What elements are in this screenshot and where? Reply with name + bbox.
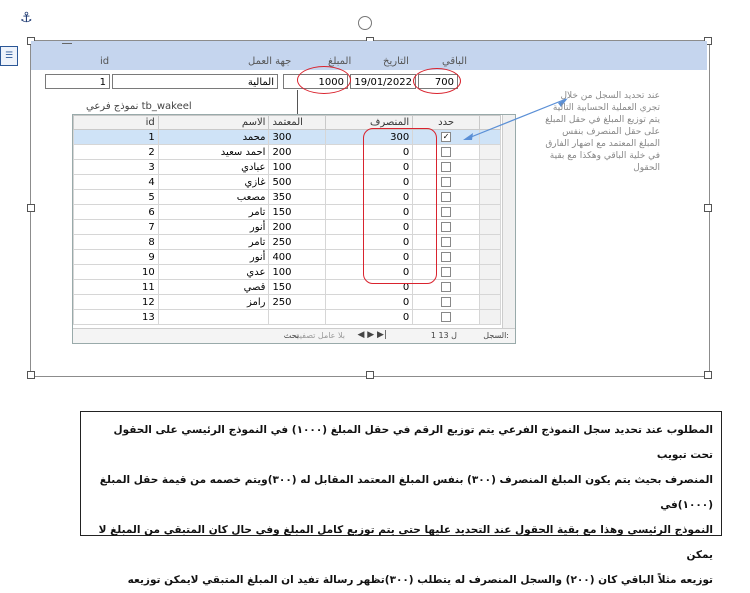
cell-approved[interactable]: 100 [269,265,326,280]
record-selector[interactable] [480,250,501,265]
cell-name[interactable]: احمد سعيد [158,145,269,160]
cell-id[interactable]: 9 [74,250,159,265]
cell-select[interactable] [413,295,480,310]
cell-approved[interactable]: 200 [269,220,326,235]
cell-id[interactable]: 3 [74,160,159,175]
requirement-box [80,411,722,586]
highlight-amount [297,66,351,94]
record-selector[interactable] [480,235,501,250]
record-selector[interactable] [480,160,501,175]
date-label: التاريخ [383,56,409,67]
highlight-remaining [413,68,461,94]
subform-datasheet[interactable] [72,114,516,344]
subform-caption: نموذج فرعي tb_wakeel [86,101,192,112]
requirement-line: توزيعه مثلاً الباقي كان (٢٠٠) والسجل المنصرف له يتطلب (٣٠٠)تظهر رسالة تفيد ان المبلغ المتبقي لايمكن توزيعه [127,574,713,586]
record-selector[interactable] [480,175,501,190]
record-selector[interactable] [480,145,501,160]
resize-handle[interactable] [27,371,35,379]
record-selector[interactable] [480,280,501,295]
record-position[interactable]: 1 ل 13 [430,331,457,340]
vertical-scrollbar[interactable] [502,115,515,328]
cell-name[interactable]: رامز [158,295,269,310]
record-selector[interactable] [480,190,501,205]
requirement-line: المنصرف بحيث يتم يكون المبلغ المنصرف (٣٠٠) بنفس المبلغ المعتمد المقابل له (٣٠٠)ويتم خصمه من قيمة حقل المبلغ (١٠٠٠)في [99,474,713,511]
cell-id[interactable]: 7 [74,220,159,235]
cell-approved[interactable]: 350 [269,190,326,205]
select-checkbox[interactable] [441,192,451,202]
cell-name[interactable]: أنور [158,220,269,235]
select-checkbox[interactable] [441,297,451,307]
cell-name[interactable]: تامر [158,235,269,250]
cell-spent[interactable]: 0 [326,310,413,325]
cell-name[interactable] [158,310,269,325]
nav-arrows-icon[interactable]: ◀ ▶ ▶| [357,330,387,340]
form-header [31,41,707,70]
column-header-id[interactable]: id [74,116,159,130]
cell-id[interactable]: 11 [74,280,159,295]
record-selector[interactable] [480,295,501,310]
cell-select[interactable] [413,310,480,325]
cell-id[interactable]: 6 [74,205,159,220]
cell-approved[interactable]: 200 [269,145,326,160]
callout-note: عند تحديد السجل من خلال تجري العملية الحسابية التالية يتم توزيع المبلغ في حقل المبلغ على حقل المنصرف بنفس المبلغ المعتمد مع اضهار الفارق في خلية الباقي وهكذا مع بقية الحقول [545,91,660,173]
record-selector[interactable] [480,220,501,235]
requirement-line: المطلوب عند تحديد سجل النموذج الفرعي يتم توزيع الرقم في حقل المبلغ (١٠٠٠) في النموذج الرئيسي على الحقول تحت تبويب [113,424,713,461]
id-field[interactable]: 1 [45,74,110,89]
select-checkbox[interactable] [441,207,451,217]
entity-label: جهة العمل [248,56,292,67]
cell-id[interactable]: 5 [74,190,159,205]
remaining-label: الباقي [442,56,468,67]
resize-handle[interactable] [704,371,712,379]
cell-name[interactable]: تامر [158,205,269,220]
layout-options-icon[interactable]: ☰ [0,46,18,66]
cell-name[interactable]: عدي [158,265,269,280]
select-checkbox[interactable] [441,177,451,187]
column-header-select[interactable]: حدد [413,116,480,130]
form-minimize-mark [62,43,72,44]
cell-spent[interactable]: 0 [326,205,413,220]
entity-field[interactable]: المالية [112,74,278,89]
select-checkbox[interactable] [441,147,451,157]
date-field[interactable]: 19/01/2022 [350,74,416,89]
cell-id[interactable]: 8 [74,235,159,250]
resize-handle[interactable] [27,204,35,212]
cell-id[interactable]: 2 [74,145,159,160]
cell-name[interactable]: عبادي [158,160,269,175]
cell-id[interactable]: 10 [74,265,159,280]
select-checkbox[interactable] [441,267,451,277]
cell-spent[interactable]: 0 [326,160,413,175]
remaining-field[interactable]: 700 [418,74,458,89]
amount-field[interactable]: 1000 [283,74,348,89]
select-checkbox[interactable] [441,222,451,232]
cell-approved[interactable] [269,310,326,325]
cell-name[interactable]: مصعب [158,190,269,205]
cell-approved[interactable]: 300 [269,130,326,145]
cell-spent[interactable]: 0 [326,145,413,160]
column-header-name[interactable]: الاسم [158,116,269,130]
cell-spent[interactable]: 0 [326,280,413,295]
cell-id[interactable]: 12 [74,295,159,310]
cell-spent[interactable]: 0 [326,190,413,205]
column-header-approved[interactable]: المعتمد [269,116,326,130]
record-navigation-bar [73,328,515,343]
resize-handle[interactable] [704,204,712,212]
record-selector[interactable] [480,310,501,325]
cell-name[interactable]: محمد [158,130,269,145]
record-selector[interactable] [480,205,501,220]
cell-spent[interactable]: 0 [326,265,413,280]
cell-spent[interactable]: 0 [326,250,413,265]
cell-approved[interactable]: 250 [269,235,326,250]
record-selector[interactable] [480,265,501,280]
cell-approved[interactable]: 150 [269,205,326,220]
cell-approved[interactable]: 150 [269,280,326,295]
filter-status[interactable]: بلا عامل تصفية [295,331,345,340]
cell-spent[interactable]: 300 [326,130,413,145]
search-box[interactable]: بحث [283,331,299,340]
id-label: id [100,56,110,67]
table-row[interactable] [74,295,501,310]
cell-approved[interactable]: 250 [269,295,326,310]
cell-id[interactable]: 4 [74,175,159,190]
highlight-spent-column [363,128,437,284]
select-checkbox[interactable] [441,252,451,262]
cell-spent[interactable]: 0 [326,295,413,310]
select-checkbox[interactable] [441,282,451,292]
cell-id[interactable]: 1 [74,130,159,145]
requirement-line: النموذج الرئيسي وهذا مع بقية الحقول عند التحديد عليها حتى يتم توزيع كامل المبلغ وفي حال كان المتبقي من المبلغ لا يمكن [98,524,713,561]
cell-spent[interactable]: 0 [326,175,413,190]
cell-spent[interactable]: 0 [326,220,413,235]
cell-id[interactable]: 13 [74,310,159,325]
resize-handle[interactable] [366,371,374,379]
cell-approved[interactable]: 500 [269,175,326,190]
select-checkbox[interactable] [441,312,451,322]
cell-name[interactable]: قصي [158,280,269,295]
select-checkbox[interactable]: ✓ [442,131,450,141]
record-label: السجل: [483,331,509,340]
cell-approved[interactable]: 400 [269,250,326,265]
cell-spent[interactable]: 0 [326,235,413,250]
amount-label: المبلغ [328,56,352,67]
select-checkbox[interactable] [441,237,451,247]
anchor-icon: ⚓ [20,10,33,26]
table-row[interactable] [74,280,501,295]
cell-name[interactable]: غازي [158,175,269,190]
column-header-spent[interactable]: المنصرف [326,116,413,130]
table-row[interactable] [74,310,501,325]
cell-approved[interactable]: 100 [269,160,326,175]
rotate-handle-icon[interactable] [358,16,372,30]
cell-name[interactable]: أنور [158,250,269,265]
select-checkbox[interactable] [441,162,451,172]
